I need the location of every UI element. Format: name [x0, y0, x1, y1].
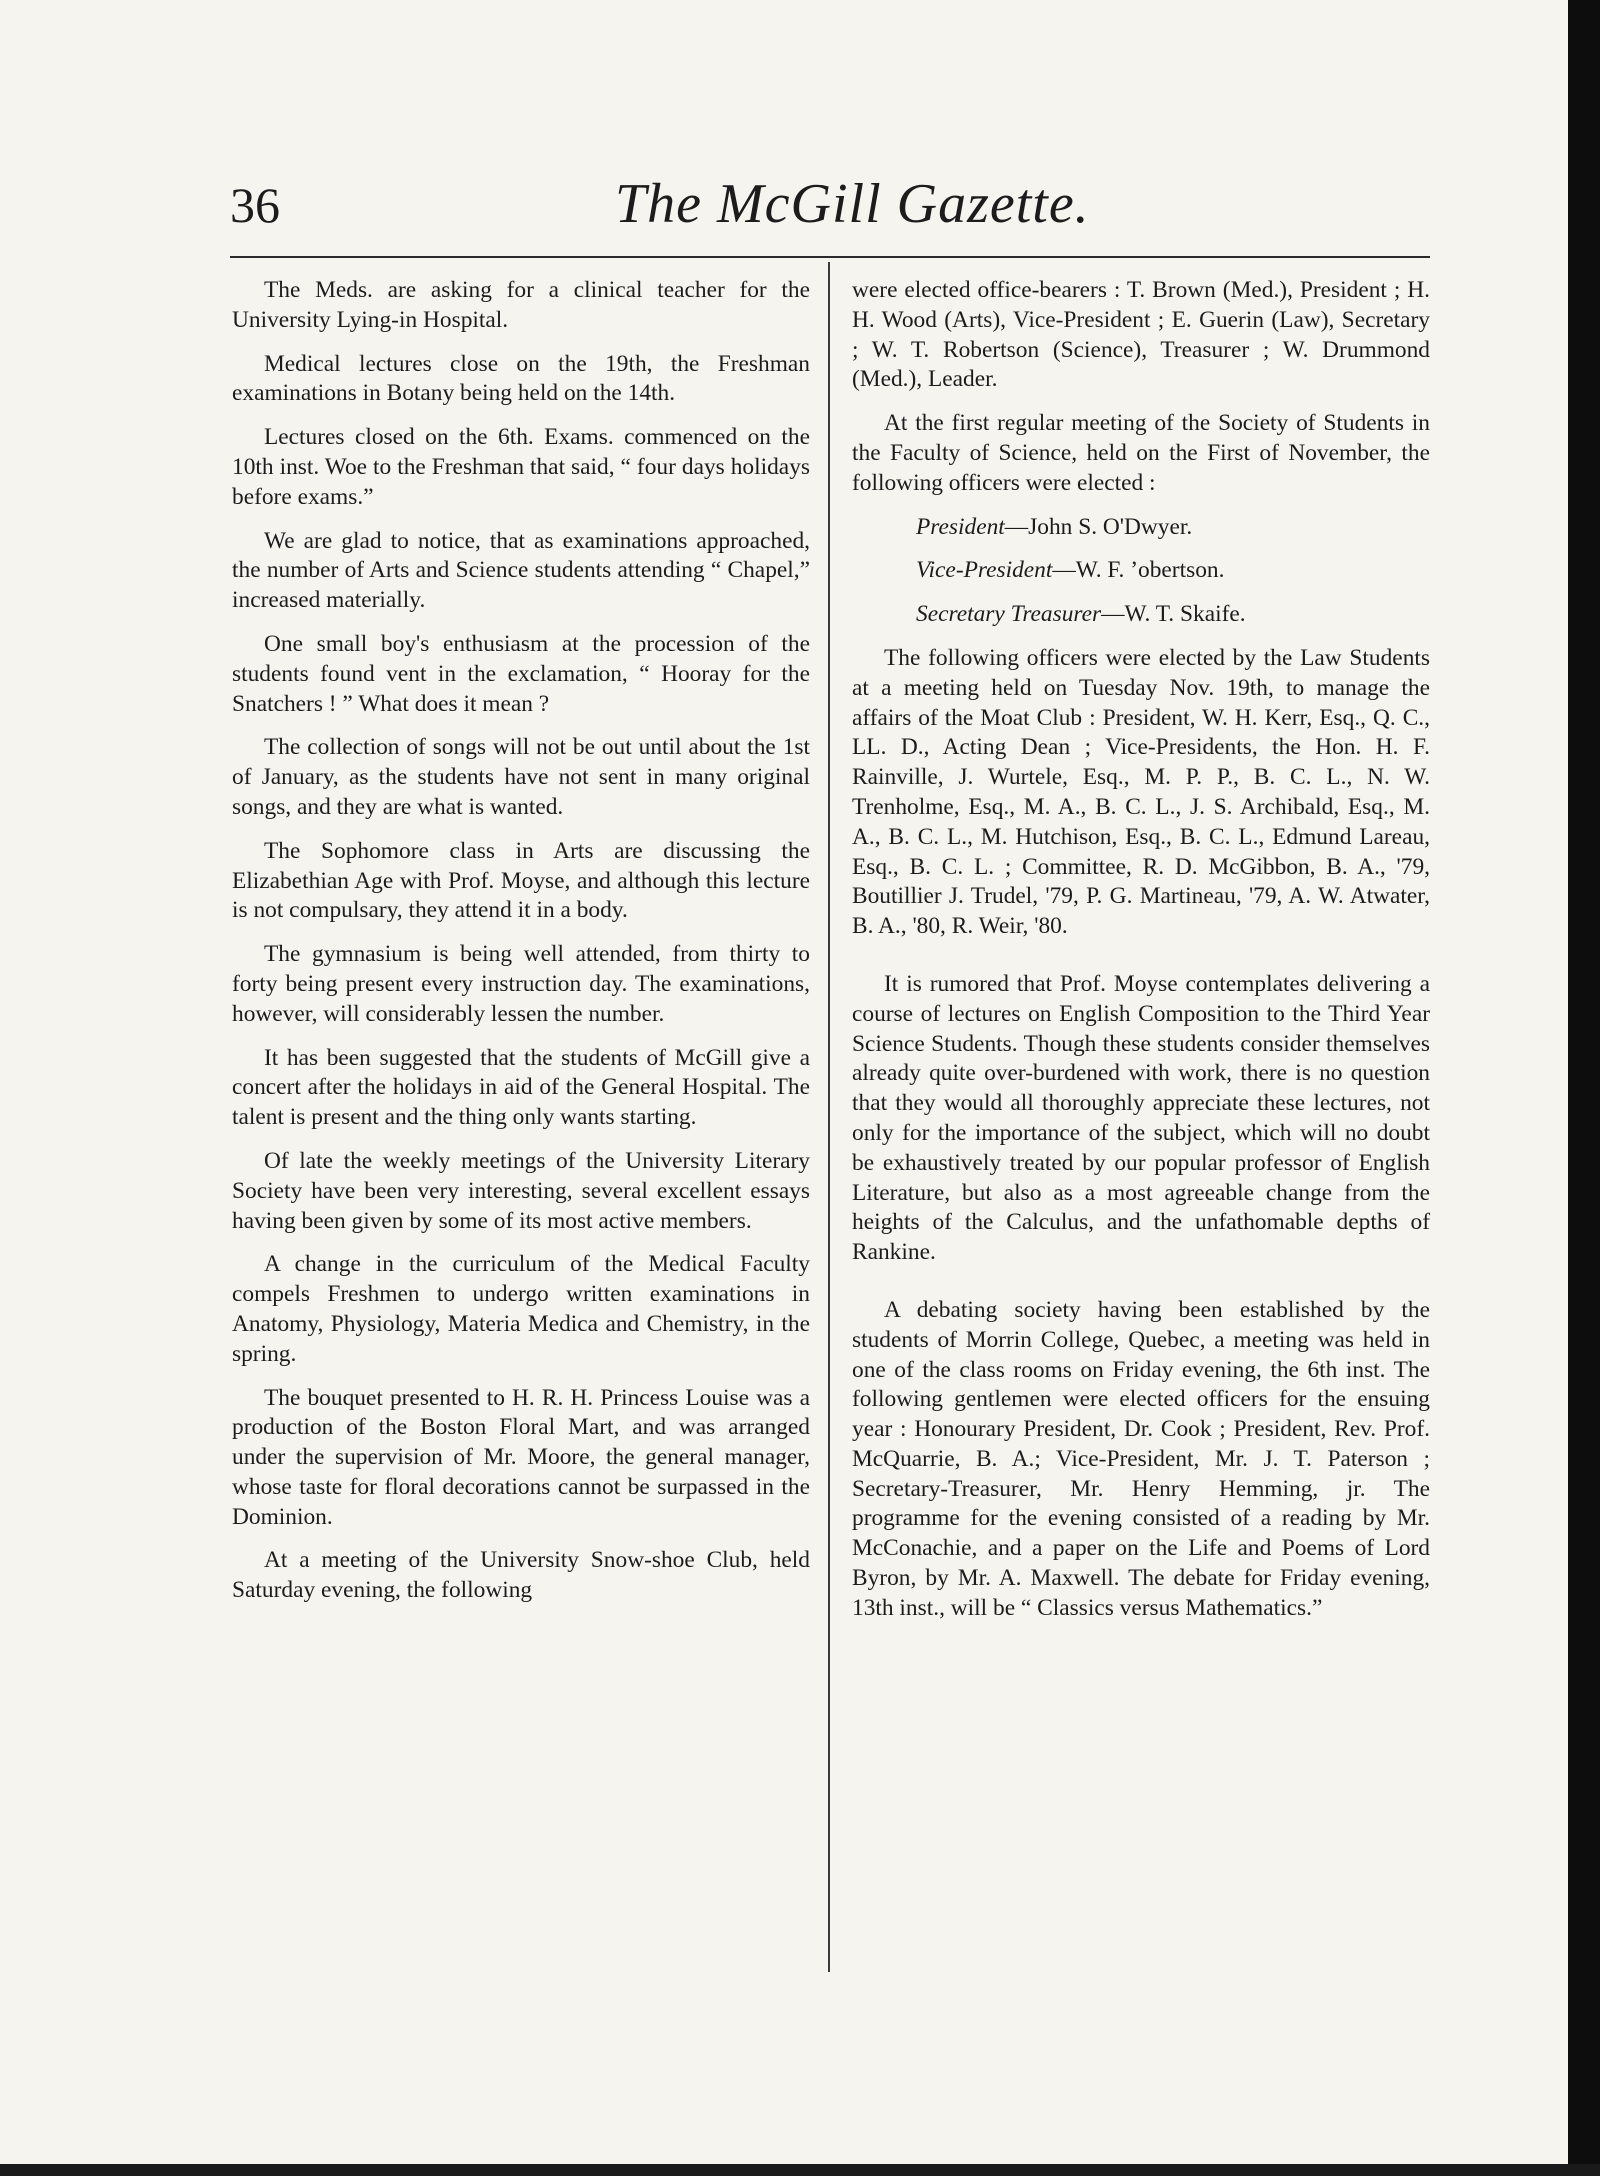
paragraph: The Sophomore class in Arts are discussing the Elizabethian Age with Prof. Moyse, and although this lecture is not compulsary, they attend it in a body. [232, 837, 810, 924]
column-divider [828, 262, 830, 1972]
paragraph: It has been suggested that the students of McGill give a concert after the holidays in aid of the General Hospital. The talent is present and the thing only wants starting. [232, 1044, 810, 1131]
paragraph: It is rumored that Prof. Moyse contemplates delivering a course of lectures on English Composition to the Third Year Science Students. Though these students consider themselves already quite over-burdened with work, there is no question that they would all thoroughly appreciate these lectures, not only for the importance of the subject, which will no doubt be exhaustively treated by our popular professor of English Literature, but also as a most agreeable change from the heights of the Calculus, and the unfathomable depths of Rankine. [852, 970, 1430, 1266]
officer-list [852, 513, 1430, 630]
officer-entry [852, 513, 1430, 543]
paragraph: The gymnasium is being well attended, from thirty to forty being present every instruction day. The examinations, however, will considerably lessen the number. [232, 941, 810, 1027]
paragraph: Of late the weekly meetings of the University Literary Society have been very interesting, several excellent essays having been given by some of its most active members. [232, 1147, 810, 1234]
officer-title: Vice-President [916, 557, 1053, 584]
masthead-title: The McGill Gazette. [615, 173, 1090, 235]
paragraph: At a meeting of the University Snow-shoe Club, held Saturday evening, the following [232, 1547, 810, 1604]
officer-name: —W. F. ’obertson. [1052, 557, 1225, 584]
scan-edge-right [1568, 0, 1600, 2176]
paragraph: The following officers were elected by the Law Students at a meeting held on Tuesday Nov. 19th, to manage the affairs of the Moat Club : President, W. H. Kerr, Esq., Q. C., LL. D., Acting Dean ; Vice-Presidents, the Hon. H. F. Rainville, J. Wurtele, Esq., M. P. P., B. C. L., N. W. Trenholme, Esq., M. A., B. C. L., J. S. Archibald, Esq., M. A., B. C. L., M. Hutchison, Esq., B. C. L., Edmund Lareau, Esq., B. C. L. ; Committee, R. D. McGibbon, B. A., '79, Boutillier J. Trudel, '79, P. G. Martineau, '79, A. W. Atwater, B. A., '80, R. Weir, '80. [852, 644, 1430, 940]
page-number: 36 [230, 177, 280, 233]
left-column [232, 276, 810, 1620]
page-header [230, 172, 1430, 242]
spacer [852, 956, 1430, 970]
officer-entry [852, 600, 1430, 630]
paragraph-continuation: were elected office-bearers : T. Brown (Med.), President ; H. H. Wood (Arts), Vice-President ; E. Guerin (Law), Secretary ; W. T. Robertson (Science), Treasurer ; W. Drummond (Med.), Leader. [852, 277, 1430, 393]
officer-entry [852, 556, 1430, 586]
spacer [852, 1282, 1430, 1296]
paragraph: The collection of songs will not be out until about the 1st of January, as the students have not sent in many original songs, and they are what is wanted. [232, 734, 810, 820]
paragraph: Lectures closed on the 6th. Exams. commenced on the 10th inst. Woe to the Freshman that said, “ four days holidays before exams.” [232, 424, 810, 510]
paragraph: The Meds. are asking for a clinical teacher for the University Lying-in Hospital. [232, 277, 810, 333]
paragraph: At the first regular meeting of the Society of Students in the Faculty of Science, held on the First of November, the following officers were elected : [852, 410, 1430, 496]
paragraph: One small boy's enthusiasm at the procession of the students found vent in the exclamation, “ Hooray for the Snatchers ! ” What does it mean ? [232, 630, 810, 717]
right-column [852, 276, 1430, 1638]
paragraph: The bouquet presented to H. R. H. Princess Louise was a production of the Boston Floral Mart, and was arranged under the supervision of Mr. Moore, the general manager, whose taste for floral decorations cannot be surpassed in the Dominion. [232, 1384, 810, 1530]
officer-name: —John S. O'Dwyer. [1004, 513, 1193, 540]
paragraph: Medical lectures close on the 19th, the Freshman examinations in Botany being held on the 14th. [232, 350, 810, 407]
scan-edge-bottom [0, 2164, 1600, 2176]
officer-name: —W. T. Skaife. [1101, 601, 1246, 628]
officer-title: Secretary Treasurer [916, 601, 1102, 628]
paragraph: We are glad to notice, that as examinations approached, the number of Arts and Science students attending “ Chapel,” increased materially. [232, 527, 810, 614]
officer-title: President [916, 513, 1005, 540]
paragraph: A debating society having been established by the students of Morrin College, Quebec, a meeting was held in one of the class rooms on Friday evening, the 6th inst. The following gentlemen were elected officers for the ensuing year : Honourary President, Dr. Cook ; President, Rev. Prof. McQuarrie, B. A.; Vice-President, Mr. J. T. Paterson ; Secretary-Treasurer, Mr. Henry Hemming, jr. The programme for the evening consisted of a reading by Mr. McConachie, and a paper on the Life and Poems of Lord Byron, by Mr. A. Maxwell. The debate for Friday evening, 13th inst., will be “ Classics versus Mathematics.” [852, 1296, 1430, 1621]
paragraph: A change in the curriculum of the Medical Faculty compels Freshmen to undergo written examinations in Anatomy, Physiology, Materia Medica and Chemistry, in the spring. [232, 1251, 810, 1367]
header-rule [230, 256, 1430, 258]
